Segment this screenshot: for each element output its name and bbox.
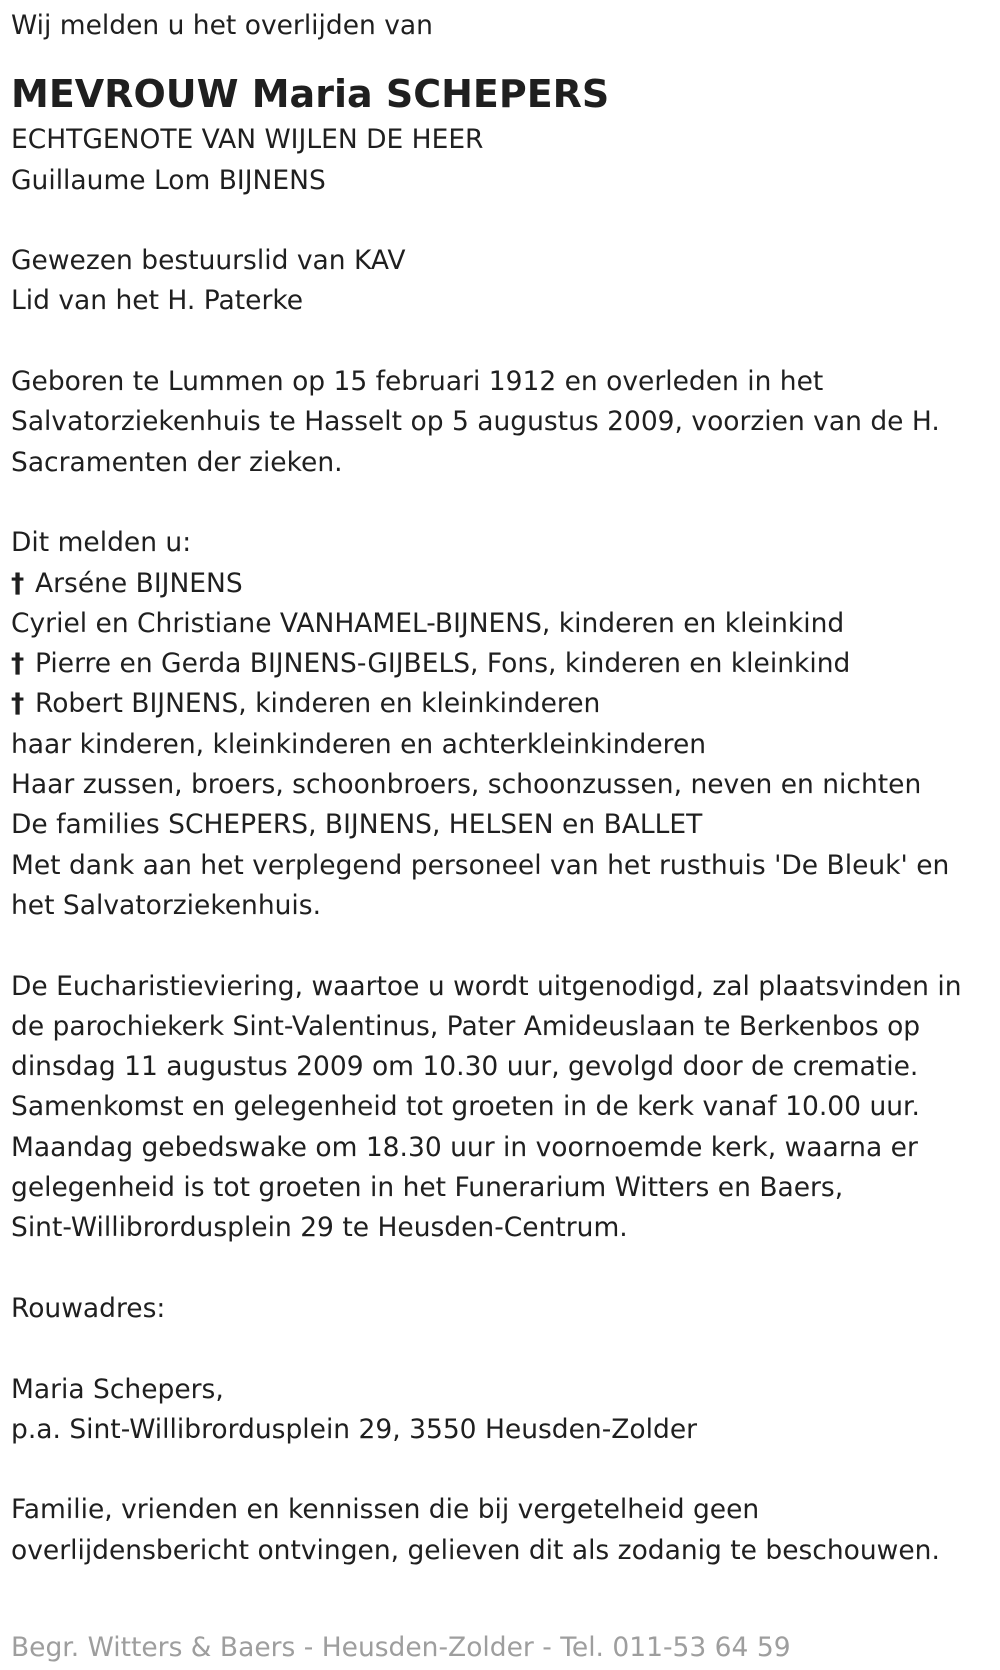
- announcer-text: De families SCHEPERS, BIJNENS, HELSEN en BALLET: [11, 809, 703, 841]
- ceremony-line: gelegenheid is tot groeten in het Funerarium Witters en Baers,: [11, 1172, 844, 1204]
- spacer: [11, 1450, 1000, 1490]
- spacer: [11, 1329, 1000, 1369]
- announcer-text: Met dank aan het verplegend personeel van het rusthuis 'De Bleuk' en: [11, 849, 950, 881]
- intro-text: Wij melden u het overlijden van: [11, 10, 433, 41]
- ceremony-line: dinsdag 11 augustus 2009 om 10.30 uur, gevolgd door de crematie.: [11, 1051, 919, 1083]
- cross-icon: †: [11, 648, 25, 680]
- announcer-text: het Salvatorziekenhuis.: [11, 889, 322, 921]
- funeral-home-footer: Begr. Witters & Baers - Heusden-Zolder - Tel. 011-53 64 59: [11, 1632, 791, 1663]
- announcer-text: Arséne BIJNENS: [35, 567, 243, 599]
- cross-icon: †: [11, 567, 25, 599]
- birth-death-line: Sacramenten der zieken.: [11, 446, 343, 478]
- ceremony-line: Sint-Willibrordusplein 29 te Heusden-Centrum.: [11, 1212, 628, 1244]
- ceremony-line: De Eucharistieviering, waartoe u wordt uitgenodigd, zal plaatsvinden in: [11, 970, 962, 1002]
- spacer: [11, 322, 1000, 362]
- address-label: Rouwadres:: [11, 1292, 166, 1324]
- announcer-line: [11, 604, 1000, 644]
- announcer-line: [11, 886, 1000, 926]
- closing-line: overlijdensbericht ontvingen, gelieven dit als zodanig te beschouwen.: [11, 1534, 940, 1566]
- birth-death-line: Geboren te Lummen op 15 februari 1912 en overleden in het: [11, 366, 824, 398]
- spouse-line-2: Guillaume Lom BIJNENS: [11, 164, 326, 196]
- announcer-line: [11, 684, 1000, 724]
- announcer-line: [11, 846, 1000, 886]
- announcer-line: [11, 725, 1000, 765]
- ceremony-line: Samenkomst en gelegenheid tot groeten in de kerk vanaf 10.00 uur.: [11, 1091, 920, 1123]
- announcer-line: [11, 644, 1000, 684]
- announcers-intro: Dit melden u:: [11, 527, 192, 559]
- ceremony-line: Maandag gebedswake om 18.30 uur in voornoemde kerk, waarna er: [11, 1131, 918, 1163]
- address-name: Maria Schepers,: [11, 1373, 224, 1405]
- ceremony-line: de parochiekerk Sint-Valentinus, Pater Amideuslaan te Berkenbos op: [11, 1010, 921, 1042]
- role-line: Lid van het H. Paterke: [11, 285, 304, 317]
- announcer-text: haar kinderen, kleinkinderen en achterkleinkinderen: [11, 728, 707, 760]
- closing-line: Familie, vrienden en kennissen die bij vergetelheid geen: [11, 1494, 760, 1526]
- deceased-name: MEVROUW Maria SCHEPERS: [11, 72, 610, 117]
- address-street: p.a. Sint-Willibrordusplein 29, 3550 Heusden-Zolder: [11, 1413, 698, 1445]
- spacer: [11, 483, 1000, 523]
- announcer-line: [11, 564, 1000, 604]
- announcer-line: [11, 765, 1000, 805]
- announcer-text: Cyriel en Christiane VANHAMEL-BIJNENS, kinderen en kleinkind: [11, 607, 845, 639]
- spacer: [11, 1249, 1000, 1289]
- role-line: Gewezen bestuurslid van KAV: [11, 245, 406, 277]
- announcer-text: Pierre en Gerda BIJNENS-GIJBELS, Fons, kinderen en kleinkind: [35, 648, 851, 680]
- spouse-line-1: ECHTGENOTE VAN WIJLEN DE HEER: [11, 124, 484, 156]
- spacer: [11, 926, 1000, 966]
- announcer-line: [11, 805, 1000, 845]
- birth-death-line: Salvatorziekenhuis te Hasselt op 5 augustus 2009, voorzien van de H.: [11, 406, 940, 438]
- announcer-list: [11, 564, 1000, 927]
- spacer: [11, 201, 1000, 241]
- announcer-text: Haar zussen, broers, schoonbroers, schoonzussen, neven en nichten: [11, 769, 922, 801]
- announcer-text: Robert BIJNENS, kinderen en kleinkinderen: [35, 688, 601, 720]
- cross-icon: †: [11, 688, 25, 720]
